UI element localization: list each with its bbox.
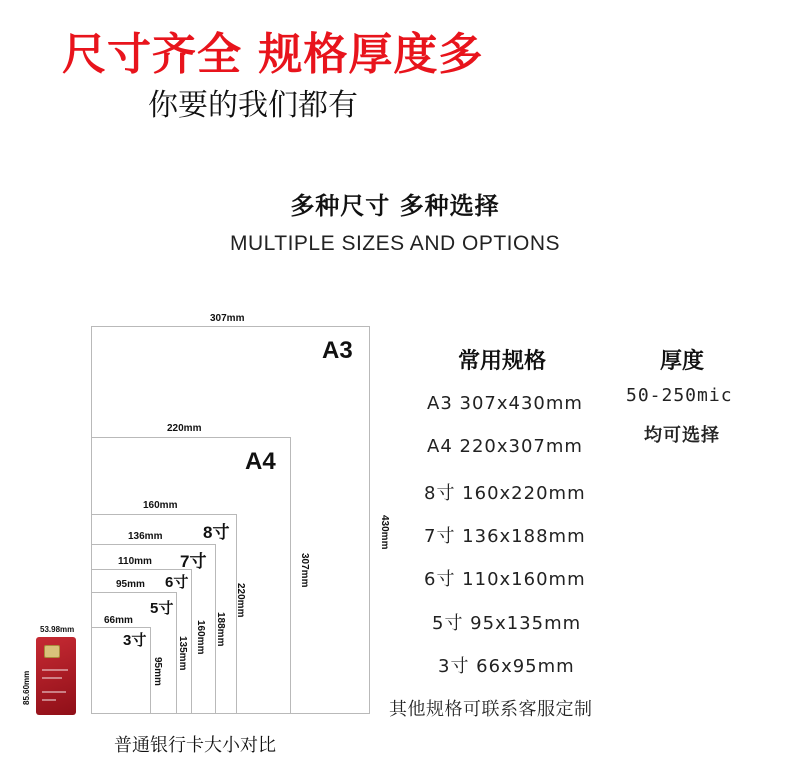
spec-item: 8寸 160x220mm [424,483,586,504]
size-7-height-label: 188mm [215,612,226,647]
card-decoration [42,677,62,679]
a3-width-label: 307mm [210,313,245,324]
card-decoration [42,669,68,671]
size-6-height-label: 160mm [195,620,206,655]
spec-item: 7寸 136x188mm [424,526,586,547]
spec-item: A4 220x307mm [427,436,583,457]
thickness-value: 50-250mic [626,385,733,406]
spec-item: A3 307x430mm [427,393,583,414]
size-7-label: 7寸 [180,552,207,571]
card-decoration [42,699,56,701]
card-chip-icon [44,645,60,658]
subline: 你要的我们都有 [148,88,358,123]
section-subtitle: MULTIPLE SIZES AND OPTIONS [229,232,560,255]
section-title: 多种尺寸 多种选择 [290,192,500,220]
thickness-note: 均可选择 [644,425,720,446]
a3-height-label: 430mm [379,515,390,550]
spec-item: 3寸 66x95mm [438,656,575,677]
headline: 尺寸齐全 规格厚度多 [62,29,484,80]
bank-card [36,637,76,715]
spec-item: 6寸 110x160mm [424,569,586,590]
size-7-width-label: 136mm [128,531,163,542]
a4-height-label: 307mm [299,553,310,588]
size-8-label: 8寸 [203,523,230,542]
a4-label: A4 [245,448,276,475]
size-3-label: 3寸 [123,632,147,649]
specs-footer: 其他规格可联系客服定制 [389,699,593,720]
diagram-caption: 普通银行卡大小对比 [114,735,276,756]
a4-width-label: 220mm [167,423,202,434]
size-5-height-label: 135mm [177,636,188,671]
size-8-height-label: 220mm [235,583,246,618]
a3-label: A3 [322,337,353,364]
thickness-heading: 厚度 [660,349,705,374]
size-3-width-label: 66mm [104,615,133,626]
card-decoration [42,691,66,693]
card-height-label: 85.60mm [22,670,31,705]
size-6-label: 6寸 [165,574,189,591]
card-width-label: 53.98mm [40,625,75,634]
spec-item: 5寸 95x135mm [432,613,582,634]
specs-heading: 常用规格 [458,349,547,374]
size-6-width-label: 110mm [118,556,152,567]
size-5-label: 5寸 [150,600,174,617]
size-5-width-label: 95mm [116,579,145,590]
size-8-width-label: 160mm [143,500,178,511]
size-3-height-label: 95mm [152,657,163,686]
